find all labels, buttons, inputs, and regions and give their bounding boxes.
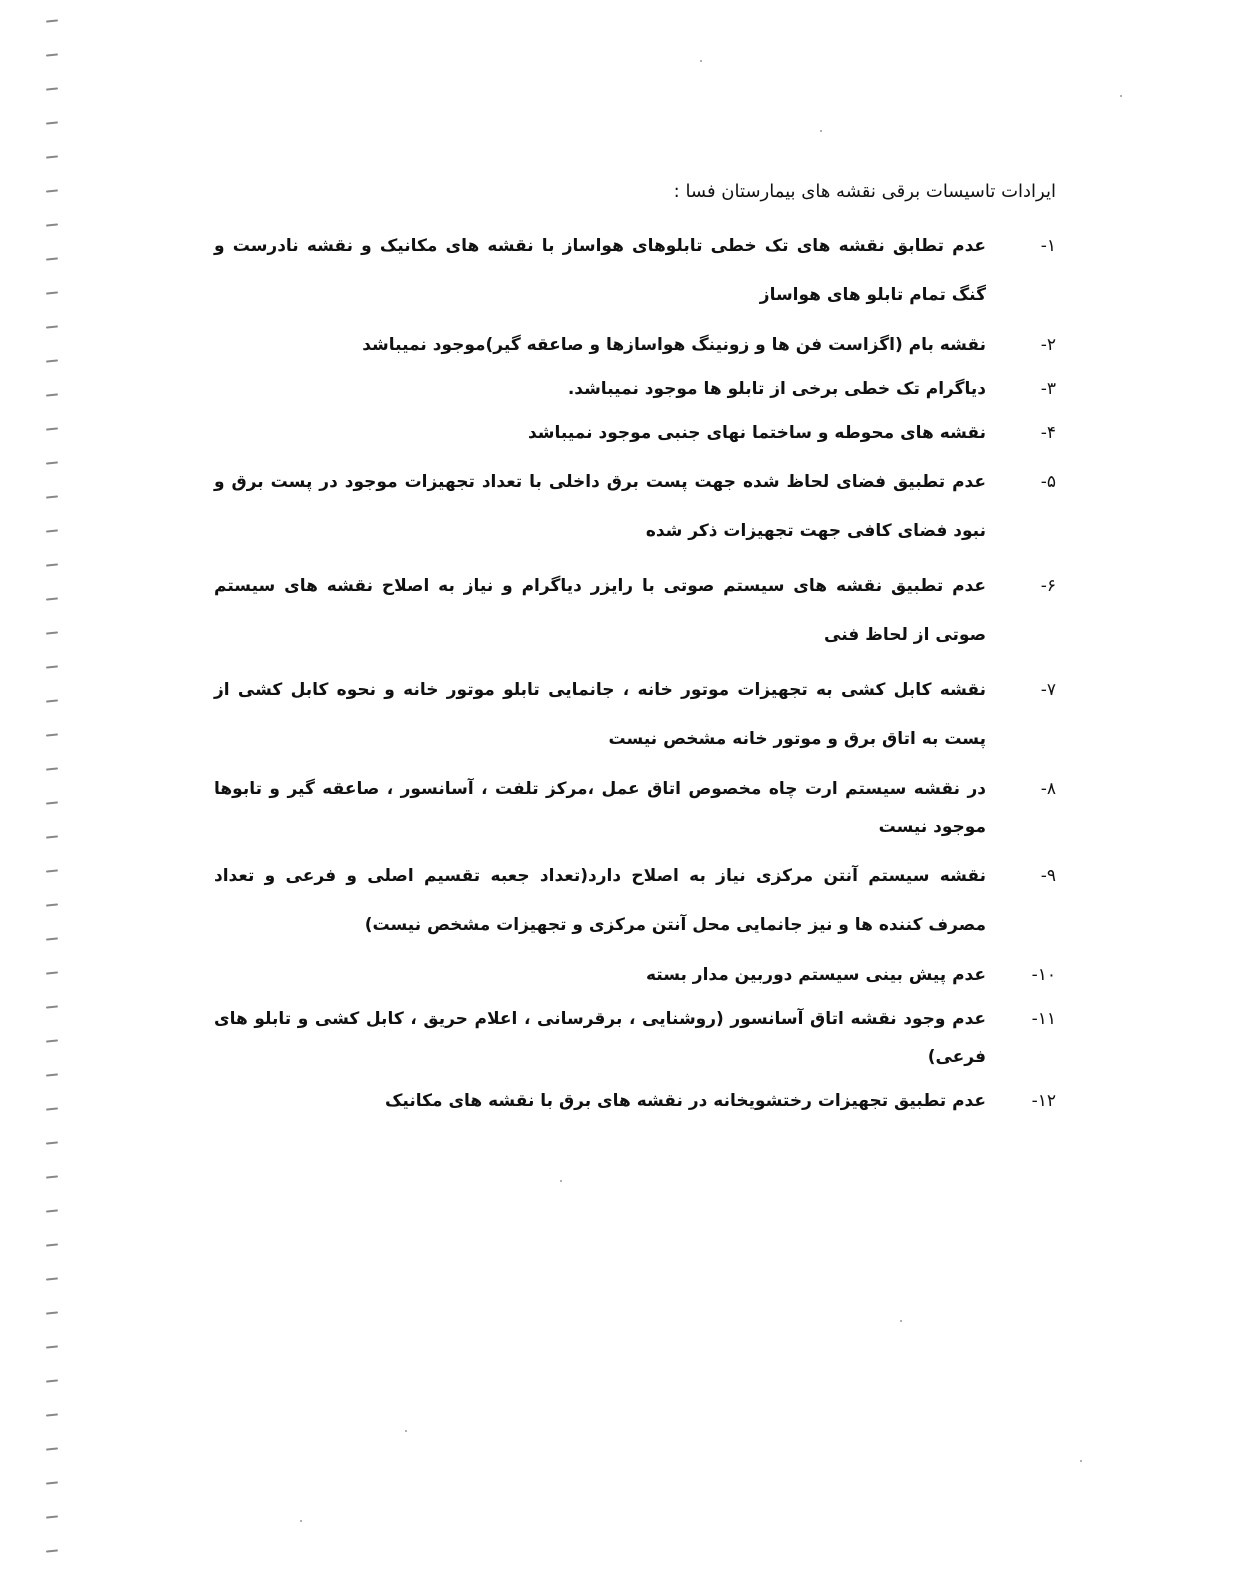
binding-hole-mark xyxy=(46,291,58,294)
binding-hole-mark xyxy=(46,903,58,906)
binding-hole-mark xyxy=(46,1277,58,1280)
list-item-3 xyxy=(214,370,1056,408)
item-text: دیاگرام تک خطی برخی از تابلو ها موجود نمیباشد. xyxy=(567,379,986,399)
binding-hole-mark xyxy=(46,801,58,804)
binding-hole-mark xyxy=(46,223,58,226)
binding-hole-mark xyxy=(46,1413,58,1416)
list-item-7 xyxy=(214,666,1056,764)
item-number: ۲- xyxy=(1040,335,1056,355)
binding-hole-mark xyxy=(46,665,58,668)
item-number: ۶- xyxy=(1040,576,1056,596)
document-title: ایرادات تاسیسات برقی نقشه های بیمارستان فسا : xyxy=(673,181,1056,202)
list-item-12 xyxy=(214,1082,1056,1120)
binding-hole-mark xyxy=(46,563,58,566)
item-number: ۷- xyxy=(1040,680,1056,700)
scan-speck xyxy=(1120,95,1122,97)
item-text: عدم وجود نقشه اتاق آسانسور (روشنایی ، برقرسانی ، اعلام حریق ، کابل کشی و تابلو های فرعی) xyxy=(214,1009,986,1067)
item-number: ۸- xyxy=(1040,779,1056,799)
binding-hole-mark xyxy=(46,495,58,498)
binding-hole-mark xyxy=(46,53,58,56)
item-text: عدم تطبیق نقشه های سیستم صوتی با رایزر دیاگرام و نیاز به اصلاح نقشه های سیستم صوتی از لحاظ فنی xyxy=(214,576,986,645)
binding-hole-mark xyxy=(46,1549,58,1552)
binding-hole-mark xyxy=(46,1345,58,1348)
scan-speck xyxy=(700,60,702,62)
list-item-9 xyxy=(214,852,1056,950)
binding-hole-mark xyxy=(46,359,58,362)
scan-speck xyxy=(1080,1460,1082,1462)
item-number: ۱- xyxy=(1040,236,1056,256)
binding-hole-mark xyxy=(46,733,58,736)
binding-hole-mark xyxy=(46,1379,58,1382)
binding-hole-mark xyxy=(46,937,58,940)
item-number: ۴- xyxy=(1040,423,1056,443)
binding-hole-mark xyxy=(46,869,58,872)
scan-speck xyxy=(560,1180,562,1182)
item-number: ۱۲- xyxy=(1031,1091,1056,1111)
item-text: نقشه بام (اگزاست فن ها و زونینگ هواسازها و صاعقه گیر)موجود نمیباشد xyxy=(362,335,986,355)
list-item-5 xyxy=(214,458,1056,556)
item-number: ۹- xyxy=(1040,866,1056,886)
binding-hole-mark xyxy=(46,393,58,396)
list-item-1 xyxy=(214,222,1056,320)
item-number: ۱۱- xyxy=(1031,1009,1056,1029)
item-text: نقشه های محوطه و ساختما نهای جنبی موجود نمیباشد xyxy=(527,423,986,443)
binding-hole-mark xyxy=(46,1243,58,1246)
binding-hole-mark xyxy=(46,1515,58,1518)
scan-speck xyxy=(900,1320,902,1322)
binding-hole-mark xyxy=(46,155,58,158)
binding-hole-mark xyxy=(46,597,58,600)
list-item-10 xyxy=(214,956,1056,994)
binding-hole-mark xyxy=(46,1175,58,1178)
binding-hole-mark xyxy=(46,529,58,532)
binding-hole-mark xyxy=(46,189,58,192)
list-item-6 xyxy=(214,562,1056,660)
binding-hole-mark xyxy=(46,1005,58,1008)
item-text: عدم تطبیق فضای لحاظ شده جهت پست برق داخلی با تعداد تجهیزات موجود در پست برق و نبود فضای کافی جهت تجهیزات ذکر شده xyxy=(214,472,986,541)
item-text: عدم پیش بینی سیستم دوربین مدار بسته xyxy=(645,965,986,985)
item-text: نقشه کابل کشی به تجهیزات موتور خانه ، جانمایی تابلو موتور خانه و نحوه کابل کشی از پست به اتاق برق و موتور خانه مشخص نیست xyxy=(214,680,986,749)
binding-hole-mark xyxy=(46,1311,58,1314)
scan-speck xyxy=(300,1520,302,1522)
list-item-11 xyxy=(214,1000,1056,1076)
document-body xyxy=(214,172,1056,1126)
item-number: ۵- xyxy=(1040,472,1056,492)
binding-hole-mark xyxy=(46,19,58,22)
binding-hole-mark xyxy=(46,87,58,90)
binding-hole-mark xyxy=(46,257,58,260)
binding-hole-mark xyxy=(46,699,58,702)
binding-hole-mark xyxy=(46,325,58,328)
binding-hole-mark xyxy=(46,1039,58,1042)
item-text: در نقشه سیستم ارت چاه مخصوص اتاق عمل ،مرکز تلفت ، آسانسور ، صاعقه گیر و تابوها موجود نیست xyxy=(214,779,986,837)
binding-hole-mark xyxy=(46,835,58,838)
binding-hole-mark xyxy=(46,121,58,124)
item-text: نقشه سیستم آنتن مرکزی نیاز به اصلاح دارد(تعداد جعبه تقسیم اصلی و فرعی و تعداد مصرف کننده ها و نیز جانمایی محل آنتن مرکزی و تجهیزات مشخص نیست) xyxy=(214,866,986,935)
binding-hole-mark xyxy=(46,1447,58,1450)
binding-hole-mark xyxy=(46,1141,58,1144)
list-item-8 xyxy=(214,770,1056,846)
scan-speck xyxy=(405,1430,407,1432)
item-text: عدم تطابق نقشه های تک خطی تابلوهای هواساز با نقشه های مکانیک و نقشه نادرست و گنگ تمام تابلو های هواساز xyxy=(214,236,986,305)
binding-holes xyxy=(40,20,60,1580)
binding-hole-mark xyxy=(46,461,58,464)
binding-hole-mark xyxy=(46,971,58,974)
binding-hole-mark xyxy=(46,1073,58,1076)
item-text: عدم تطبیق تجهیزات رختشویخانه در نقشه های برق با نقشه های مکانیک xyxy=(385,1091,986,1111)
binding-hole-mark xyxy=(46,767,58,770)
list-item-2 xyxy=(214,326,1056,364)
item-number: ۳- xyxy=(1040,379,1056,399)
binding-hole-mark xyxy=(46,1107,58,1110)
binding-hole-mark xyxy=(46,1209,58,1212)
item-number: ۱۰- xyxy=(1031,965,1056,985)
binding-hole-mark xyxy=(46,427,58,430)
binding-hole-mark xyxy=(46,631,58,634)
list-item-4 xyxy=(214,414,1056,452)
binding-hole-mark xyxy=(46,1481,58,1484)
scan-speck xyxy=(820,130,822,132)
